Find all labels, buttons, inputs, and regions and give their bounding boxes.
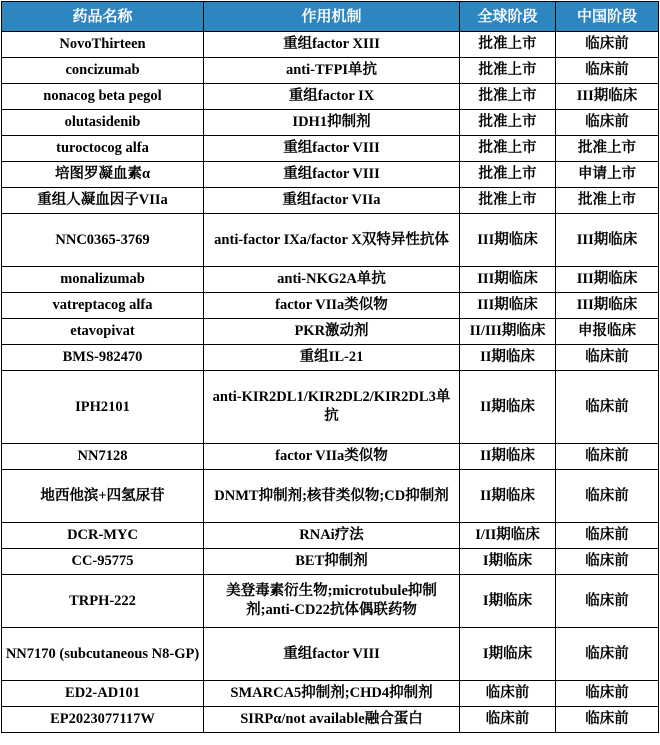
mechanism-cell: anti-factor IXa/factor X双特异性抗体 — [204, 214, 460, 267]
china-stage-cell: III期临床 — [556, 84, 659, 110]
china-stage-cell: 临床前 — [556, 575, 659, 628]
china-stage-cell: 临床前 — [556, 32, 659, 58]
drug-name-cell: etavopivat — [2, 319, 204, 345]
drug-name-cell: NovoThirteen — [2, 32, 204, 58]
mechanism-cell: IDH1抑制剂 — [204, 110, 460, 136]
global-stage-cell: II期临床 — [460, 371, 556, 444]
global-stage-cell: II/III期临床 — [460, 319, 556, 345]
china-stage-cell: 临床前 — [556, 681, 659, 707]
global-stage-cell: 批准上市 — [460, 162, 556, 188]
drug-name-cell: EP2023077117W — [2, 707, 204, 733]
mechanism-cell: BET抑制剂 — [204, 549, 460, 575]
global-stage-cell: III期临床 — [460, 267, 556, 293]
global-stage-cell: 批准上市 — [460, 32, 556, 58]
table-row — [2, 371, 659, 444]
mechanism-cell: factor VIIa类似物 — [204, 293, 460, 319]
mechanism-cell: anti-KIR2DL1/KIR2DL2/KIR2DL3单抗 — [204, 371, 460, 444]
global-stage-cell: II期临床 — [460, 444, 556, 470]
mechanism-cell: 重组factor VIII — [204, 628, 460, 681]
table-row — [2, 681, 659, 707]
header-row — [2, 2, 659, 32]
table-row — [2, 58, 659, 84]
table-row — [2, 293, 659, 319]
mechanism-cell: anti-TFPI单抗 — [204, 58, 460, 84]
table-row — [2, 110, 659, 136]
china-stage-cell: 临床前 — [556, 444, 659, 470]
global-stage-cell: II期临床 — [460, 470, 556, 523]
drug-name-cell: vatreptacog alfa — [2, 293, 204, 319]
mechanism-cell: PKR激动剂 — [204, 319, 460, 345]
table-row — [2, 214, 659, 267]
drug-name-cell: olutasidenib — [2, 110, 204, 136]
drug-name-cell: BMS-982470 — [2, 345, 204, 371]
header-drug-name: 药品名称 — [2, 2, 204, 32]
drug-name-cell: nonacog beta pegol — [2, 84, 204, 110]
drug-name-cell: NN7170 (subcutaneous N8-GP) — [2, 628, 204, 681]
drug-name-cell: ED2-AD101 — [2, 681, 204, 707]
china-stage-cell: 临床前 — [556, 523, 659, 549]
global-stage-cell: 批准上市 — [460, 58, 556, 84]
drug-name-cell: CC-95775 — [2, 549, 204, 575]
table-row — [2, 345, 659, 371]
china-stage-cell: III期临床 — [556, 214, 659, 267]
table-row — [2, 188, 659, 214]
drug-pipeline-table — [1, 1, 659, 733]
global-stage-cell: 批准上市 — [460, 136, 556, 162]
china-stage-cell: 临床前 — [556, 58, 659, 84]
china-stage-cell: 临床前 — [556, 470, 659, 523]
table-row — [2, 136, 659, 162]
global-stage-cell: I期临床 — [460, 575, 556, 628]
china-stage-cell: 临床前 — [556, 345, 659, 371]
table-row — [2, 628, 659, 681]
table-row — [2, 523, 659, 549]
table-row — [2, 267, 659, 293]
global-stage-cell: 批准上市 — [460, 84, 556, 110]
global-stage-cell: I期临床 — [460, 549, 556, 575]
drug-name-cell: 地西他滨+四氢尿苷 — [2, 470, 204, 523]
table-row — [2, 444, 659, 470]
global-stage-cell: III期临床 — [460, 214, 556, 267]
global-stage-cell: I期临床 — [460, 628, 556, 681]
china-stage-cell: 临床前 — [556, 707, 659, 733]
global-stage-cell: II期临床 — [460, 345, 556, 371]
table-row — [2, 549, 659, 575]
mechanism-cell: factor VIIa类似物 — [204, 444, 460, 470]
mechanism-cell: 重组factor VIII — [204, 136, 460, 162]
global-stage-cell: 临床前 — [460, 681, 556, 707]
header-china-stage: 中国阶段 — [556, 2, 659, 32]
table-row — [2, 84, 659, 110]
table-row — [2, 319, 659, 345]
mechanism-cell: anti-NKG2A单抗 — [204, 267, 460, 293]
mechanism-cell: 重组IL-21 — [204, 345, 460, 371]
mechanism-cell: DNMT抑制剂;核苷类似物;CD抑制剂 — [204, 470, 460, 523]
china-stage-cell: 临床前 — [556, 110, 659, 136]
china-stage-cell: III期临床 — [556, 267, 659, 293]
drug-name-cell: 重组人凝血因子VIIa — [2, 188, 204, 214]
drug-name-cell: 培图罗凝血素α — [2, 162, 204, 188]
table-row — [2, 470, 659, 523]
table-row — [2, 707, 659, 733]
mechanism-cell: 重组factor IX — [204, 84, 460, 110]
global-stage-cell: 批准上市 — [460, 110, 556, 136]
global-stage-cell: 临床前 — [460, 707, 556, 733]
drug-name-cell: DCR-MYC — [2, 523, 204, 549]
china-stage-cell: 申报临床 — [556, 319, 659, 345]
mechanism-cell: SIRPα/not available融合蛋白 — [204, 707, 460, 733]
mechanism-cell: 重组factor VIII — [204, 162, 460, 188]
mechanism-cell: 重组factor VIIa — [204, 188, 460, 214]
china-stage-cell: 批准上市 — [556, 188, 659, 214]
china-stage-cell: 临床前 — [556, 371, 659, 444]
header-global-stage: 全球阶段 — [460, 2, 556, 32]
drug-name-cell: monalizumab — [2, 267, 204, 293]
mechanism-cell: SMARCA5抑制剂;CHD4抑制剂 — [204, 681, 460, 707]
drug-name-cell: NNC0365-3769 — [2, 214, 204, 267]
china-stage-cell: 申请上市 — [556, 162, 659, 188]
china-stage-cell: III期临床 — [556, 293, 659, 319]
china-stage-cell: 临床前 — [556, 628, 659, 681]
global-stage-cell: III期临床 — [460, 293, 556, 319]
mechanism-cell: 美登毒素衍生物;microtubule抑制剂;anti-CD22抗体偶联药物 — [204, 575, 460, 628]
header-mechanism: 作用机制 — [204, 2, 460, 32]
mechanism-cell: RNAi疗法 — [204, 523, 460, 549]
table-row — [2, 162, 659, 188]
china-stage-cell: 批准上市 — [556, 136, 659, 162]
table-row — [2, 32, 659, 58]
mechanism-cell: 重组factor XIII — [204, 32, 460, 58]
global-stage-cell: I/II期临床 — [460, 523, 556, 549]
drug-name-cell: TRPH-222 — [2, 575, 204, 628]
drug-name-cell: turoctocog alfa — [2, 136, 204, 162]
drug-name-cell: concizumab — [2, 58, 204, 84]
china-stage-cell: 临床前 — [556, 549, 659, 575]
global-stage-cell: 批准上市 — [460, 188, 556, 214]
drug-name-cell: IPH2101 — [2, 371, 204, 444]
table-row — [2, 575, 659, 628]
drug-name-cell: NN7128 — [2, 444, 204, 470]
